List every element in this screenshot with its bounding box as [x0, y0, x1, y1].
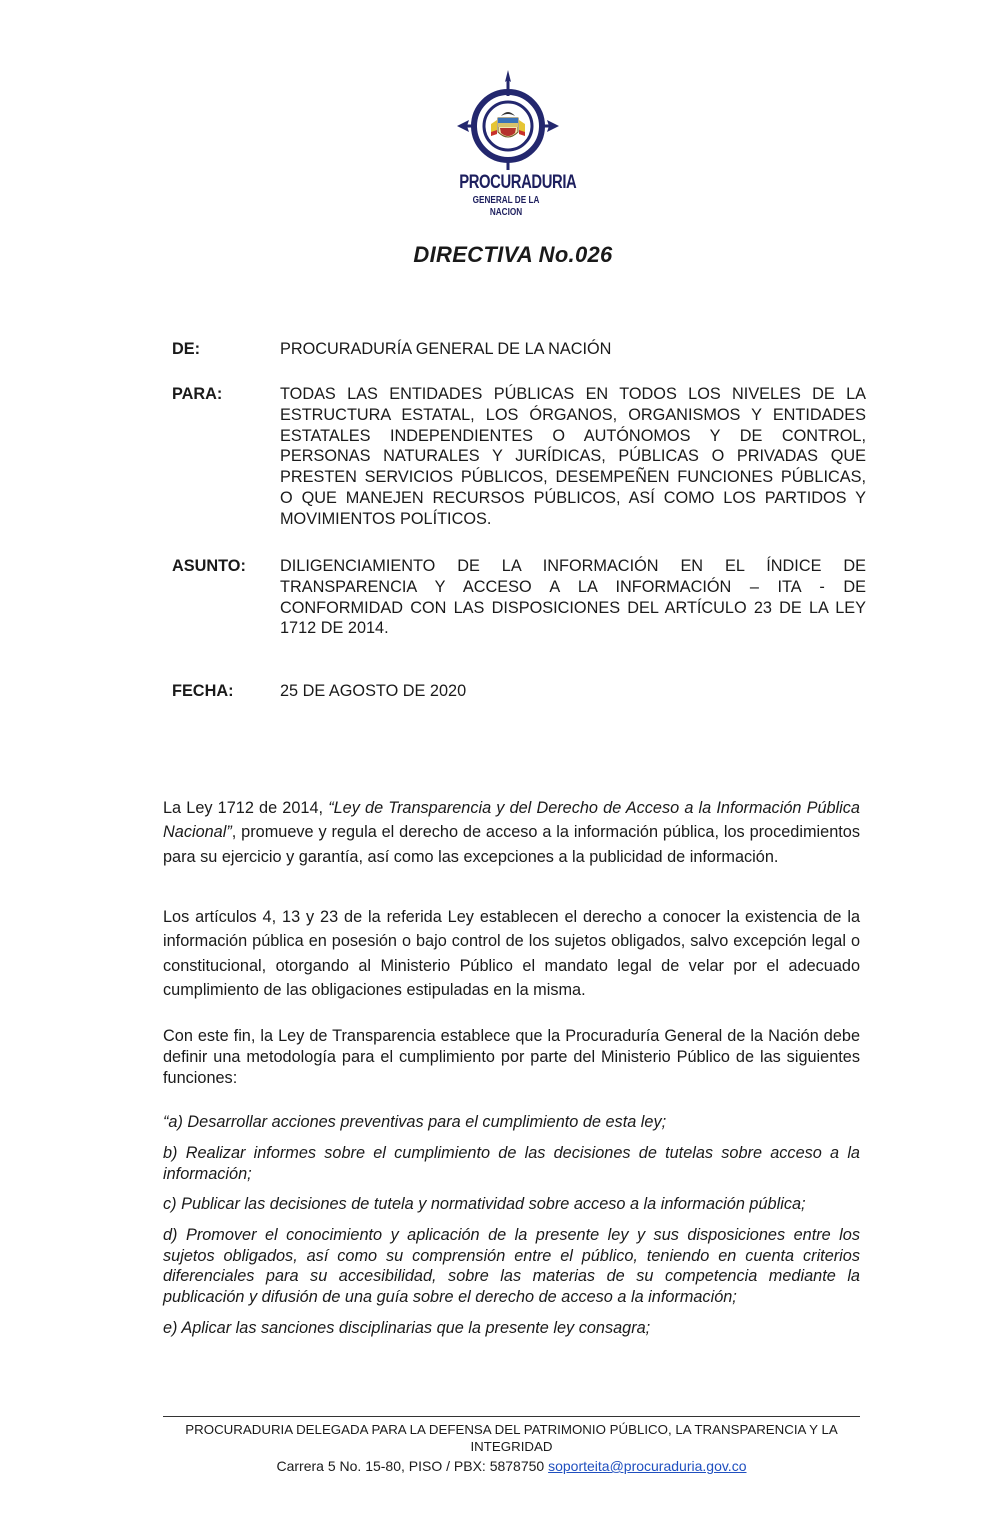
fecha-value: 25 DE AGOSTO DE 2020 [280, 682, 467, 700]
paragraph-1-start: La Ley 1712 de 2014, [163, 799, 329, 817]
de-value: PROCURADURÍA GENERAL DE LA NACIÓN [280, 340, 612, 358]
asunto-label: ASUNTO: [172, 557, 246, 575]
document-title: DIRECTIVA No.026 [413, 242, 613, 267]
list-item-e: e) Aplicar las sanciones disciplinarias que la presente ley consagra; [163, 1319, 651, 1337]
asunto-value: DILIGENCIAMIENTO DE LA INFORMACIÓN EN EL ÍNDICE DE TRANSPARENCIA Y ACCESO A LA INFORMACIÓN – ITA - DE CONFORMIDAD CON LAS DISPOSICIONES DEL ARTÍCULO 23 DE LA LEY 1712 DE 2014. [280, 557, 866, 638]
de-label: DE: [172, 340, 201, 358]
list-item-d: d) Promover el conocimiento y aplicación de la presente ley y sus disposiciones entre los sujetos obligados, así como su comprensión entre el público, teniendo en cuenta criterios diferenciales para su accesibilidad, sobre las materias de su competencia mediante la publicación y difusión de una guía sobre el derecho de acceso a la información; [163, 1226, 860, 1306]
para-label: PARA: [172, 385, 223, 403]
list-item-b: b) Realizar informes sobre el cumplimiento de las decisiones de tutelas sobre acceso a la información; [163, 1144, 860, 1183]
para-value: TODAS LAS ENTIDADES PÚBLICAS EN TODOS LOS NIVELES DE LA ESTRUCTURA ESTATAL, LOS ÓRGANOS, ORGANISMOS Y ENTIDADES ESTATALES INDEPENDIENTES O AUTÓNOMOS Y DE CONTROL, PERSONAS NATURALES Y JURÍDICAS, PÚBLICAS O PRIVADAS QUE PRESTEN SERVICIOS PÚBLICOS, DESEMPEÑEN FUNCIONES PÚBLICAS, O QUE MANEJEN RECURSOS PÚBLICOS, ASÍ COMO LOS PARTIDOS Y MOVIMIENTOS POLÍTICOS. [280, 385, 866, 528]
paragraph-2: Los artículos 4, 13 y 23 de la referida Ley establecen el derecho a conocer la existencia de la información pública en posesión o bajo control de los sujetos obligados, salvo excepción legal o constitucional, otorgando al Ministerio Público el mandato legal de velar por el adecuado cumplimiento de las obligaciones estipuladas en la misma. [163, 908, 860, 999]
footer-address: Carrera 5 No. 15-80, PISO / PBX: 5878750 [276, 1458, 549, 1474]
logo-title: PROCURADURIA [459, 172, 577, 193]
paragraph-1 [163, 796, 860, 869]
fecha-label: FECHA: [172, 682, 234, 700]
paragraph-1-end: , promueve y regula el derecho de acceso a la información pública, los procedimientos para su ejercicio y garantía, así como las excepciones a la publicidad de información. [163, 823, 860, 866]
logo-subtitle: GENERAL DE LA NACION [472, 194, 540, 218]
list-item-c: c) Publicar las decisiones de tutela y normatividad sobre acceso a la información pública; [163, 1195, 806, 1213]
footer-email-link[interactable]: soporteita@procuraduria.gov.co [548, 1458, 747, 1474]
list-item-a: “a) Desarrollar acciones preventivas para el cumplimiento de esta ley; [163, 1113, 667, 1131]
footer-divider [163, 1416, 860, 1417]
paragraph-3: Con este fin, la Ley de Transparencia establece que la Procuraduría General de la Nación debe definir una metodología para el cumplimiento por parte del Ministerio Público de las siguientes funciones: [163, 1027, 860, 1087]
footer-contact [163, 1458, 860, 1475]
footer-office: PROCURADURIA DELEGADA PARA LA DEFENSA DEL PATRIMONIO PÚBLICO, LA TRANSPARENCIA Y LA INTEGRIDAD [185, 1422, 838, 1454]
law-title-quote: “Ley de Transparencia y del Derecho de Acceso a la Información Pública Nacional” [163, 799, 860, 842]
